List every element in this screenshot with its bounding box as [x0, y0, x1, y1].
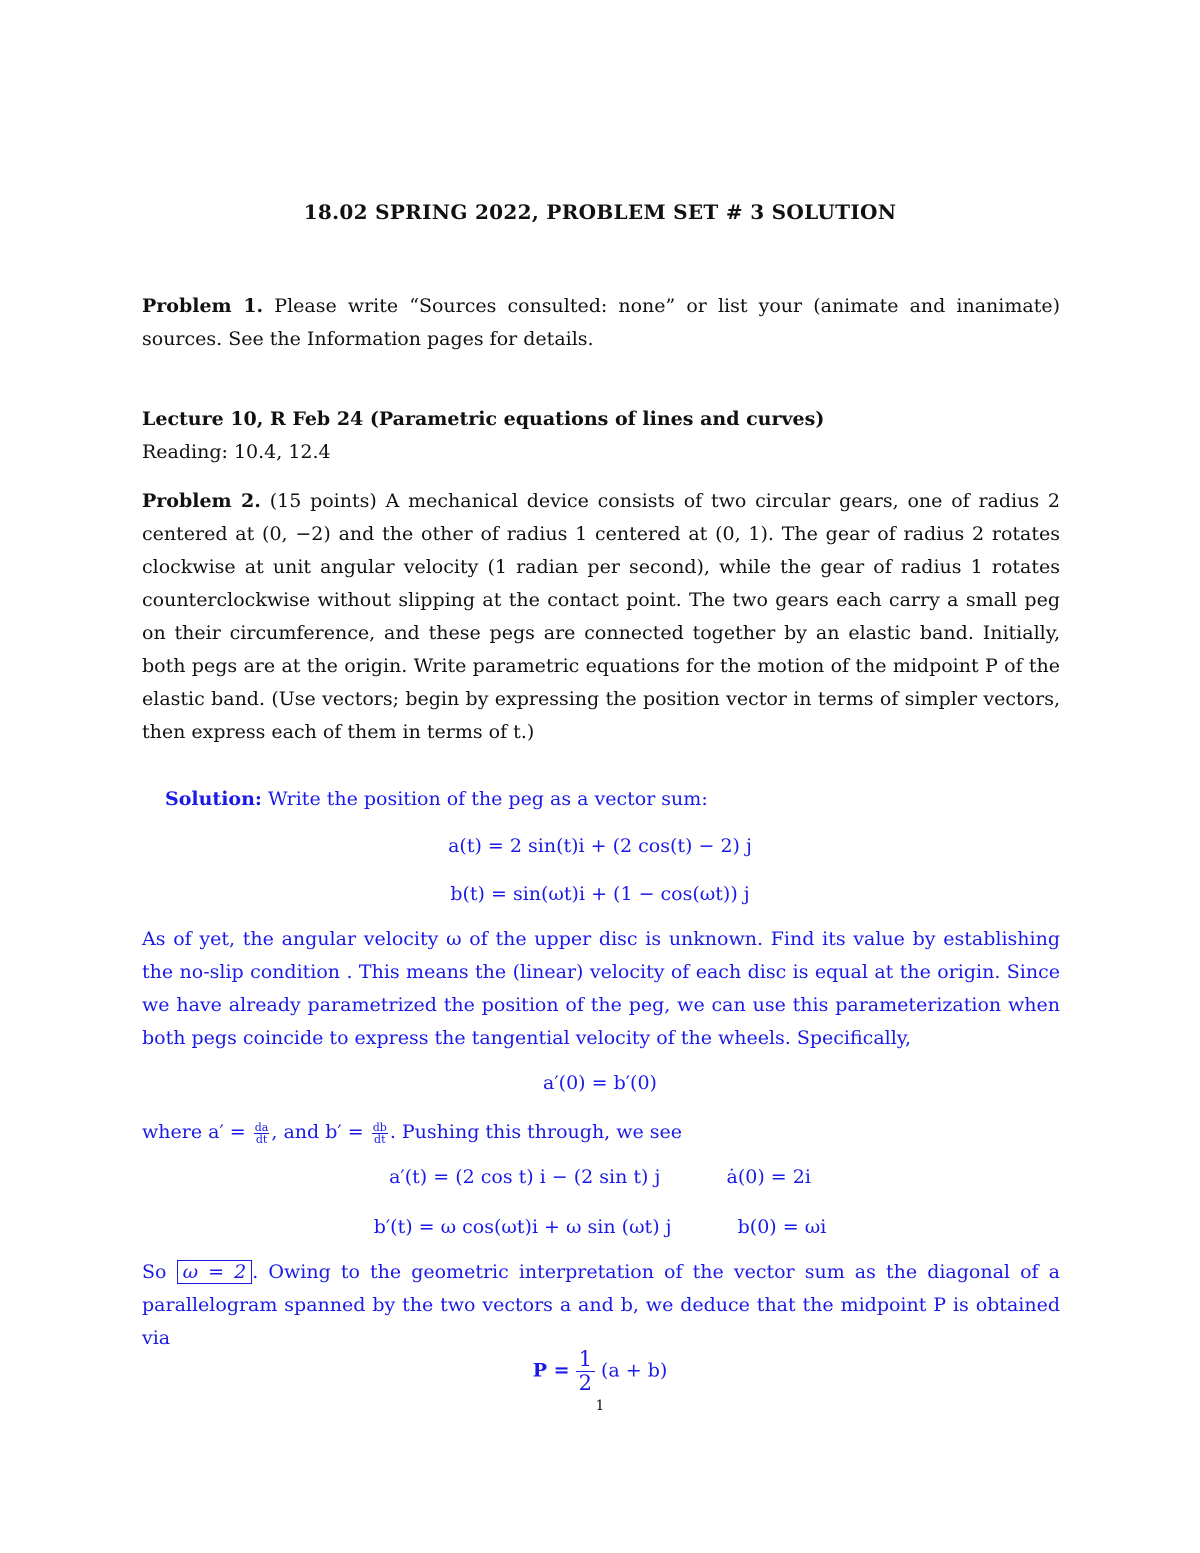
no-slip-paragraph: As of yet, the angular velocity ω of the upper disc is unknown. Find its value by establishing the no-slip condition . This means the (linear) velocity of each disc is equal at the origin. Since we have already parametrized the position of the peg, we can use this parameterization when both pegs coincide to express the tangential velocity of the wheels. Specifically,: [142, 928, 1060, 1049]
boxed-omega: ω = 2: [177, 1260, 253, 1284]
lecture-section: [142, 403, 1060, 469]
problem-2-label: Problem 2.: [142, 490, 261, 512]
problem-2: [142, 485, 1060, 749]
where-suffix: . Pushing this through, we see: [389, 1121, 683, 1143]
problem-1-text: Please write “Sources consulted: none” or list your (animate and inanimate) sources. See the Information pages for details.: [142, 295, 1060, 350]
solution-label: Solution:: [165, 788, 262, 810]
equation-condition: a′(0) = b′(0): [543, 1072, 657, 1094]
derivative-b-row: [0, 1216, 1200, 1238]
equation-da0: ȧ(0) = 2i: [726, 1166, 811, 1188]
equation-a: a(t) = 2 sin(t)i + (2 cos(t) − 2) j: [448, 835, 752, 857]
problem-2-text: (15 points) A mechanical device consists of two circular gears, one of radius 2 centered at (0, −2) and the other of radius 1 centered at (0, 1). The gear of radius 2 rotates clockwise at unit angular velocity (1 radian per second), while the gear of radius 1 rotates counterclockwise without slipping at the contact point. The two gears each carry a small peg on their circumference, and these pegs are connected together by an elastic band. Initially, both pegs are at the origin. Write parametric equations for the motion of the midpoint P of the elastic band. (Use vectors; begin by expressing the position vector in terms of simpler vectors, then express each of them in terms of t.): [142, 490, 1060, 743]
equation-b: b(t) = sin(ωt)i + (1 − cos(ωt)) j: [450, 883, 750, 905]
derivative-a-row: [0, 1166, 1200, 1188]
fraction-one-half: $\frac{1}{2}$: [576, 1348, 595, 1395]
so-prefix: So: [142, 1261, 167, 1283]
problem-1: [142, 290, 1060, 356]
fraction-db-dt: $\frac{db}{dt}$: [372, 1120, 387, 1146]
equation-midpoint: [0, 1348, 1200, 1395]
equation-da: a′(t) = (2 cos t) i − (2 sin t) j: [389, 1166, 661, 1188]
problem-1-label: Problem 1.: [142, 295, 264, 317]
reading-line: Reading: 10.4, 12.4: [142, 441, 331, 463]
conclusion-text: . Owing to the geometric interpretation of the vector sum as the diagonal of a parallelogram spanned by the two vectors a and b, we deduce that the midpoint P is obtained via: [142, 1261, 1060, 1349]
where-line: [142, 1116, 1060, 1149]
solution-intro-text: Write the position of the peg as a vector sum:: [267, 788, 708, 810]
fraction-da-dt: $\frac{da}{dt}$: [254, 1120, 269, 1146]
equation-db0: b(0) = ωi: [737, 1216, 827, 1238]
equation-P-left: P =: [532, 1359, 570, 1382]
conclusion-paragraph: [142, 1256, 1060, 1355]
where-mid: , and b′ =: [271, 1121, 364, 1143]
where-prefix: where a′ =: [142, 1121, 246, 1143]
lecture-heading: Lecture 10, R Feb 24 (Parametric equations of lines and curves): [142, 408, 825, 430]
page-number: 1: [595, 1398, 605, 1414]
solution-intro: [165, 783, 1060, 816]
page-title: 18.02 SPRING 2022, PROBLEM SET # 3 SOLUTION: [303, 200, 897, 224]
equation-db: b′(t) = ω cos(ωt)i + ω sin (ωt) j: [373, 1216, 672, 1238]
equation-P-right: (a + b): [600, 1359, 668, 1382]
